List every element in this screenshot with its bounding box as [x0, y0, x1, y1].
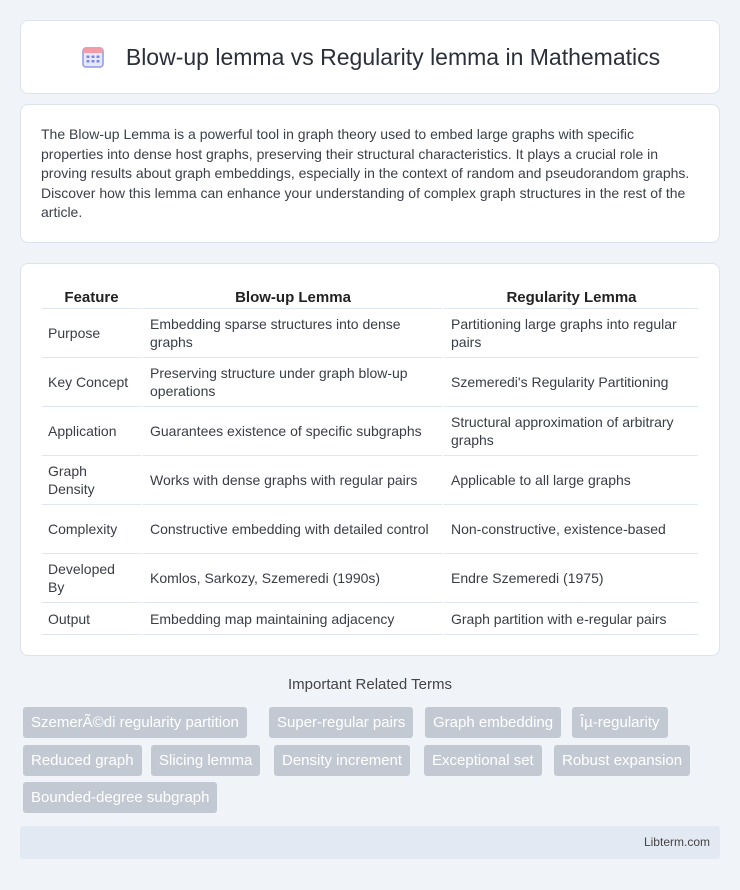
table-cell-feature: Key Concept [42, 358, 141, 407]
comparison-table [42, 284, 698, 635]
table-cell-feature: Complexity [42, 505, 141, 554]
table-row [42, 358, 698, 407]
tag-link[interactable]: SzemerÃ©di regularity partition [23, 707, 247, 738]
table-cell: Preserving structure under graph blow-up operations [141, 358, 442, 407]
table-row [42, 505, 698, 554]
table-cell: Works with dense graphs with regular pairs [141, 456, 442, 505]
table-cell: Structural approximation of arbitrary graphs [442, 407, 698, 456]
table-cell-feature: Purpose [42, 309, 141, 358]
tag-link[interactable]: Slicing lemma [151, 745, 260, 776]
table-cell-feature: Graph Density [42, 456, 141, 505]
comparison-card [20, 263, 720, 656]
table-row [42, 603, 698, 635]
table-row [42, 407, 698, 456]
table-cell: Szemeredi's Regularity Partitioning [442, 358, 698, 407]
tag-link[interactable]: Reduced graph [23, 745, 142, 776]
tag-link[interactable]: Density increment [274, 745, 410, 776]
table-cell: Guarantees existence of specific subgraphs [141, 407, 442, 456]
related-terms-title: Important Related Terms [288, 676, 452, 693]
table-row [42, 309, 698, 358]
table-cell: Embedding sparse structures into dense graphs [141, 309, 442, 358]
table-row [42, 554, 698, 603]
header-regularity: Regularity Lemma [442, 284, 698, 309]
tag-link[interactable]: Robust expansion [554, 745, 690, 776]
table-cell: Endre Szemeredi (1975) [442, 554, 698, 603]
table-cell-feature: Output [42, 603, 141, 635]
table-cell: Embedding map maintaining adjacency [141, 603, 442, 635]
table-cell-feature: Developed By [42, 554, 141, 603]
header [80, 44, 660, 71]
tag-link[interactable]: Exceptional set [424, 745, 542, 776]
table-header-row [42, 284, 698, 309]
table-cell: Non-constructive, existence-based [442, 505, 698, 554]
table-cell: Partitioning large graphs into regular pairs [442, 309, 698, 358]
tag-link[interactable]: Graph embedding [425, 707, 561, 738]
table-cell: Applicable to all large graphs [442, 456, 698, 505]
header-feature: Feature [42, 284, 141, 309]
footer-brand-link[interactable]: Libterm.com [643, 835, 710, 849]
intro-card [20, 104, 720, 243]
table-cell: Komlos, Sarkozy, Szemeredi (1990s) [141, 554, 442, 603]
tag-link[interactable]: Îµ-regularity [572, 707, 668, 738]
header-card [20, 20, 720, 94]
footer-bar [20, 826, 720, 859]
calendar-grid-icon [80, 44, 106, 70]
table-cell-feature: Application [42, 407, 141, 456]
table-row [42, 456, 698, 505]
table-cell: Graph partition with e-regular pairs [442, 603, 698, 635]
tag-link[interactable]: Super-regular pairs [269, 707, 413, 738]
table-cell: Constructive embedding with detailed control [141, 505, 442, 554]
page-title: Blow-up lemma vs Regularity lemma in Mathematics [125, 43, 661, 70]
header-blow-up: Blow-up Lemma [141, 284, 442, 309]
tag-link[interactable]: Bounded-degree subgraph [23, 782, 217, 813]
intro-paragraph: The Blow-up Lemma is a powerful tool in graph theory used to embed large graphs with specific properties into dense host graphs, preserving their structural characteristics. It plays a crucial role in proving results about graph embeddings, especially in the context of random and pseudorandom graphs. Discover how this lemma can enhance your understanding of complex graph structures in the rest of the article. [41, 126, 690, 220]
